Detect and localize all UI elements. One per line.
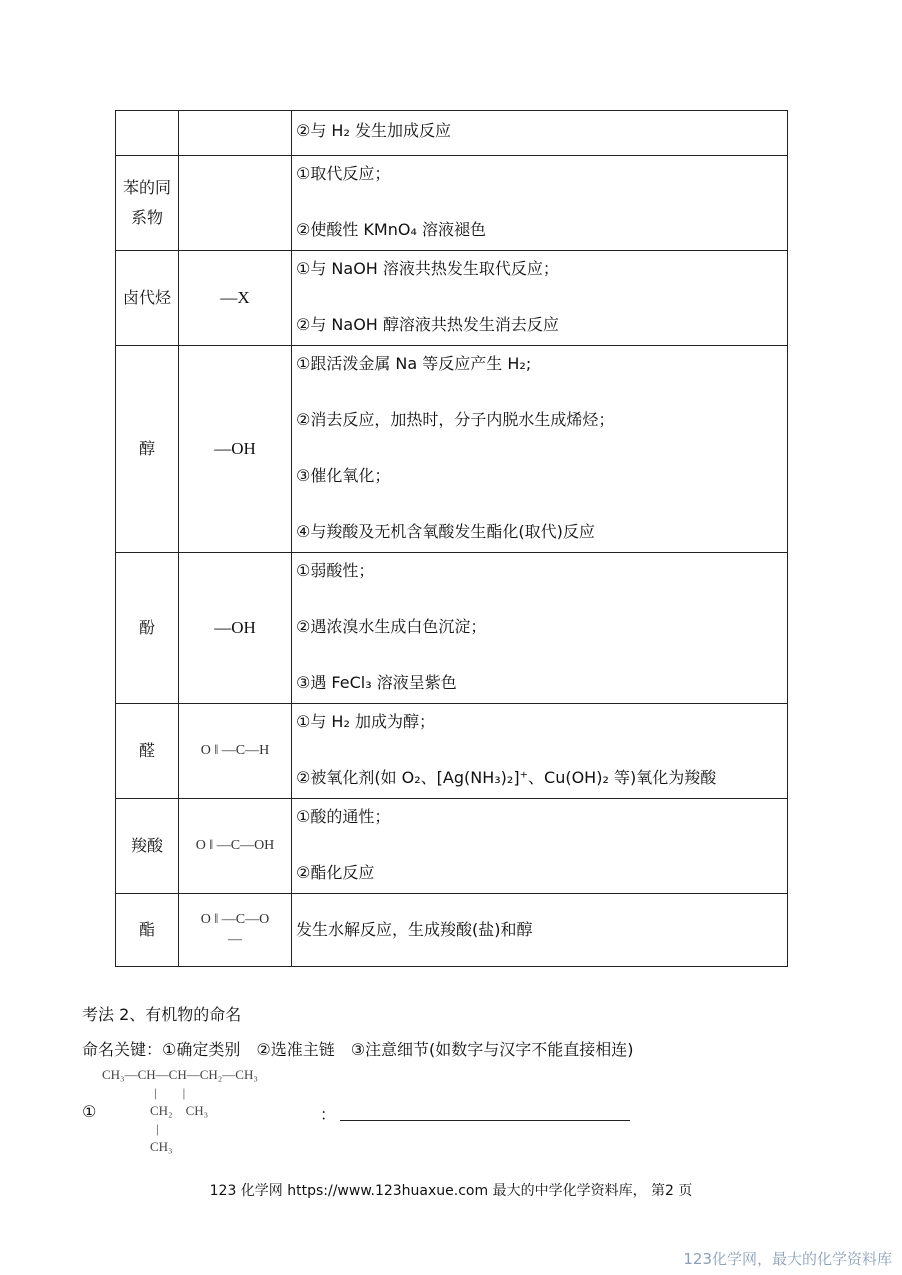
table-row <box>116 156 788 251</box>
prop-line: ②与 H₂ 发生加成反应 <box>296 121 451 140</box>
table-row <box>116 894 788 967</box>
name-cell: 醇 <box>116 346 179 553</box>
branch2-bond: | <box>156 1121 159 1136</box>
answer-colon: ： <box>320 1105 337 1124</box>
prop-line: ①与 H₂ 加成为醇； <box>296 712 435 731</box>
prop-line: ②使酸性 KMnO₄ 溶液褪色 <box>296 220 486 239</box>
aldehyde-structure <box>179 740 291 762</box>
prop-line: ①酸的通性； <box>296 807 391 826</box>
name-cell: 卤代烃 <box>116 251 179 346</box>
name-cell: 苯的同系物 <box>116 156 179 251</box>
name-cell <box>116 111 179 156</box>
page-footer: 123 化学网 https://www.123huaxue.com 最大的中学化学资料库， 第2 页 <box>209 1183 693 1199</box>
group-cell: —OH <box>179 553 292 704</box>
branch-groups: CH₂ CH₃ <box>150 1103 209 1118</box>
name-cell: 醛 <box>116 704 179 799</box>
struct-text: O ‖ —C—OH <box>195 838 275 853</box>
prop-line: ④与羧酸及无机含氧酸发生酯化(取代)反应 <box>296 522 595 541</box>
prop-line: ①弱酸性； <box>296 561 375 580</box>
structural-formula <box>102 1066 258 1156</box>
table-row <box>116 704 788 799</box>
watermark: 123化学网，最大的化学资料库 <box>683 1250 892 1268</box>
name-cell: 羧酸 <box>116 799 179 894</box>
props-cell <box>292 894 788 967</box>
table-row <box>116 111 788 156</box>
group-cell <box>179 704 292 799</box>
question-number: ① <box>82 1102 97 1121</box>
props-cell <box>292 799 788 894</box>
name-cell: 酚 <box>116 553 179 704</box>
group-cell <box>179 799 292 894</box>
struct-text: O ‖ —C—O— <box>200 912 270 947</box>
prop-line: ③遇 FeCl₃ 溶液呈紫色 <box>296 673 457 692</box>
group-cell: —X <box>179 251 292 346</box>
group-cell <box>179 894 292 967</box>
group-cell: —OH <box>179 346 292 553</box>
name-cell: 酯 <box>116 894 179 967</box>
naming-key-points: 命名关键：①确定类别 ②选准主链 ③注意细节(如数字与汉字不能直接相连) <box>82 1040 634 1059</box>
props-cell <box>292 111 788 156</box>
prop-line: ②遇浓溴水生成白色沉淀； <box>296 617 487 636</box>
props-cell <box>292 704 788 799</box>
group-cell <box>179 111 292 156</box>
prop-line: ②被氧化剂(如 O₂、[Ag(NH₃)₂]⁺、Cu(OH)₂ 等)氧化为羧酸 <box>296 768 717 787</box>
table-row <box>116 346 788 553</box>
ester-structure <box>179 910 291 950</box>
prop-line: ①取代反应； <box>296 164 391 183</box>
main-chain: CH₃—CH—CH—CH₂—CH₃ <box>102 1067 258 1082</box>
prop-line: ①跟活泼金属 Na 等反应产生 H₂; <box>296 354 532 373</box>
section-title: 考法 2、有机物的命名 <box>82 1005 242 1024</box>
prop-line: ②消去反应，加热时，分子内脱水生成烯烃； <box>296 410 615 429</box>
prop-line: ①与 NaOH 溶液共热发生取代反应； <box>296 259 559 278</box>
prop-line: 发生水解反应，生成羧酸(盐)和醇 <box>296 920 533 939</box>
group-cell <box>179 156 292 251</box>
branch2-group: CH₃ <box>150 1139 173 1154</box>
props-cell <box>292 346 788 553</box>
prop-line: ②酯化反应 <box>296 863 375 882</box>
answer-blank[interactable] <box>340 1120 630 1121</box>
table-row <box>116 799 788 894</box>
table-row <box>116 553 788 704</box>
branch-bonds: | | <box>154 1085 186 1100</box>
struct-text: O ‖ —C—H <box>200 743 270 758</box>
prop-line: ③催化氧化； <box>296 466 391 485</box>
props-cell <box>292 251 788 346</box>
table-row <box>116 251 788 346</box>
functional-group-table <box>115 110 788 967</box>
props-cell <box>292 156 788 251</box>
carboxyl-structure <box>179 835 291 857</box>
props-cell <box>292 553 788 704</box>
prop-line: ②与 NaOH 醇溶液共热发生消去反应 <box>296 315 559 334</box>
